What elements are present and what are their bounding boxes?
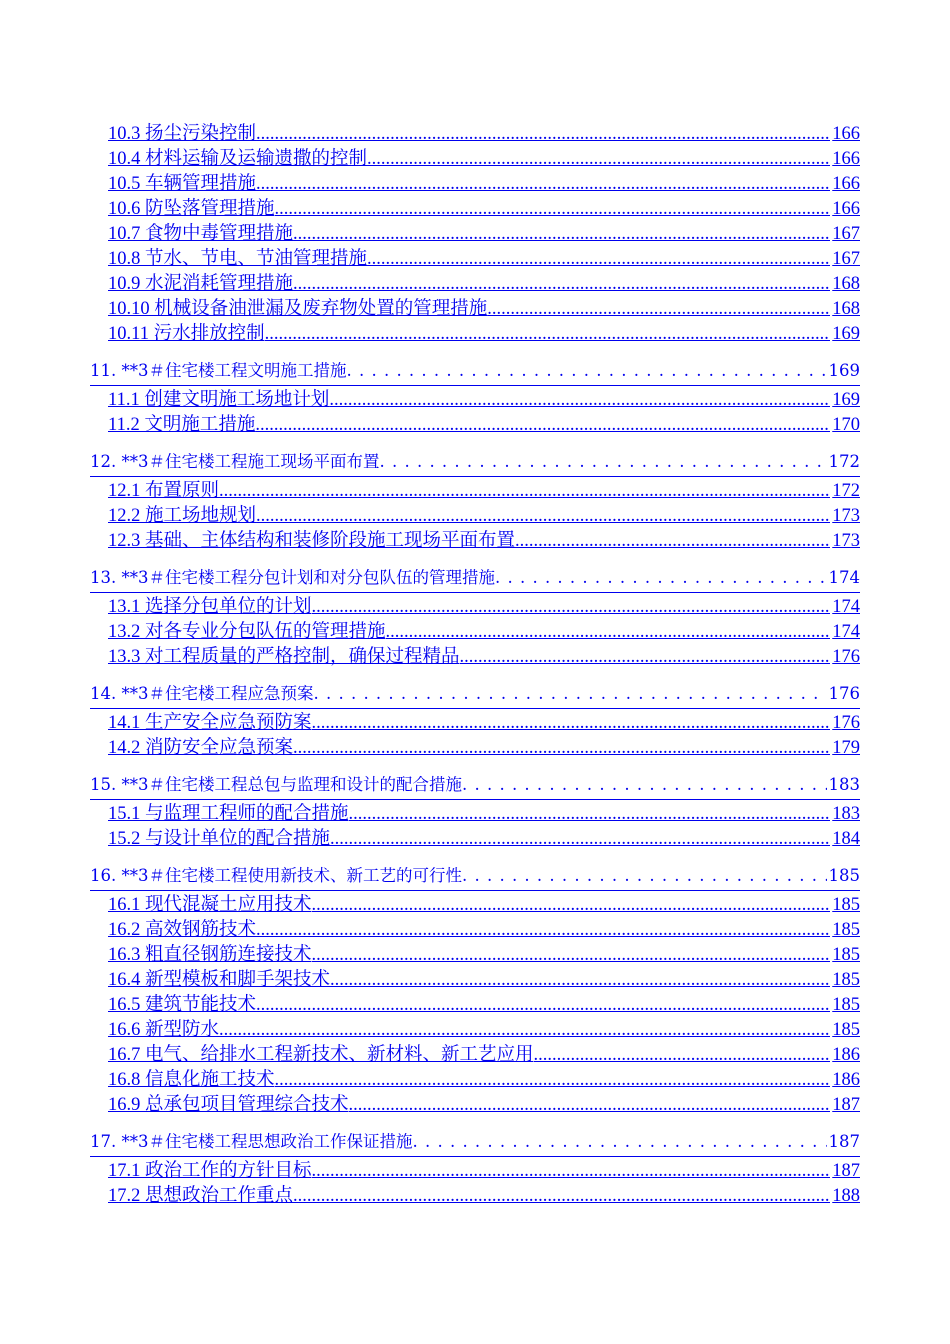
toc-dot-leader xyxy=(379,448,826,476)
toc-section-link[interactable] xyxy=(108,479,860,504)
toc-dot-leader xyxy=(367,147,830,172)
toc-page-number: 187 xyxy=(828,1132,860,1151)
toc-page-number: 174 xyxy=(828,568,860,587)
toc-section-link[interactable] xyxy=(108,388,860,413)
toc-dot-leader xyxy=(256,172,830,197)
toc-entry-title: 10.6 防坠落管理措施 xyxy=(108,199,275,219)
toc-section-link[interactable] xyxy=(108,711,860,736)
toc-page-number: 170 xyxy=(832,415,860,435)
toc-entry-title: 13.2 对各专业分包队伍的管理措施 xyxy=(108,622,386,642)
toc-dot-leader xyxy=(460,645,831,670)
toc-section-link[interactable] xyxy=(108,736,860,761)
toc-section-link[interactable] xyxy=(108,1159,860,1184)
toc-page-number: 167 xyxy=(832,249,860,269)
toc-entry-title: 12.1 布置原则 xyxy=(108,481,220,501)
toc-dot-leader xyxy=(329,388,830,413)
toc-section-link[interactable] xyxy=(108,827,860,852)
toc-entry-title: 14.1 生产安全应急预防案 xyxy=(108,713,312,733)
toc-chapter-link[interactable] xyxy=(90,554,860,593)
toc-chapter-link[interactable] xyxy=(90,761,860,800)
toc-dot-leader xyxy=(312,943,831,968)
toc-section-link[interactable] xyxy=(108,943,860,968)
toc-section-link[interactable] xyxy=(108,918,860,943)
toc-page-number: 166 xyxy=(832,174,860,194)
toc-page-number: 186 xyxy=(832,1070,860,1090)
toc-entry-title: 12. **3＃住宅楼工程施工现场平面布置 xyxy=(90,452,380,471)
toc-dot-leader xyxy=(534,1043,831,1068)
toc-dot-leader xyxy=(293,272,830,297)
toc-entry-title: 13.1 选择分包单位的计划 xyxy=(108,597,312,617)
toc-entry-title: 16.3 粗直径钢筋连接技术 xyxy=(108,945,312,965)
toc-page-number: 176 xyxy=(832,713,860,733)
toc-entry-title: 16.2 高效钢筋技术 xyxy=(108,920,257,940)
toc-section-link[interactable] xyxy=(108,322,860,347)
toc-entry-title: 10.7 食物中毒管理措施 xyxy=(108,224,294,244)
toc-page-number: 185 xyxy=(832,895,860,915)
toc-page-number: 166 xyxy=(832,149,860,169)
toc-dot-leader xyxy=(219,479,830,504)
toc-entry-title: 15.2 与设计单位的配合措施 xyxy=(108,829,331,849)
toc-dot-leader xyxy=(293,222,830,247)
toc-dot-leader xyxy=(313,680,826,708)
toc-entry-title: 10.4 材料运输及运输遗撒的控制 xyxy=(108,149,368,169)
toc-dot-leader xyxy=(255,413,830,438)
toc-page-number: 168 xyxy=(832,299,860,319)
toc-entry-title: 16.9 总承包项目管理综合技术 xyxy=(108,1095,349,1115)
toc-dot-leader xyxy=(275,1068,831,1093)
toc-dot-leader xyxy=(462,862,827,890)
toc-entry-title: 12.2 施工场地规划 xyxy=(108,506,257,526)
toc-page-number: 188 xyxy=(832,1186,860,1206)
toc-entry-title: 16.4 新型模板和脚手架技术 xyxy=(108,970,331,990)
toc-dot-leader xyxy=(330,968,830,993)
toc-chapter-link[interactable] xyxy=(90,852,860,891)
toc-section-link[interactable] xyxy=(108,893,860,918)
toc-page-number: 174 xyxy=(832,597,860,617)
toc-page-number: 172 xyxy=(832,481,860,501)
table-of-contents xyxy=(90,122,860,1209)
toc-section-link[interactable] xyxy=(108,172,860,197)
toc-page-number: 179 xyxy=(832,738,860,758)
toc-entry-title: 16.7 电气、给排水工程新技术、新材料、新工艺应用 xyxy=(108,1045,534,1065)
toc-entry-title: 13. **3＃住宅楼工程分包计划和对分包队伍的管理措施 xyxy=(90,568,495,587)
toc-entry-title: 17.2 思想政治工作重点 xyxy=(108,1186,294,1206)
toc-section-link[interactable] xyxy=(108,802,860,827)
toc-dot-leader xyxy=(256,504,830,529)
toc-dot-leader xyxy=(462,771,827,799)
toc-dot-leader xyxy=(346,357,826,385)
toc-page-number: 187 xyxy=(832,1095,860,1115)
toc-section-link[interactable] xyxy=(108,620,860,645)
toc-dot-leader xyxy=(265,322,831,347)
toc-entry-title: 15. **3＃住宅楼工程总包与监理和设计的配合措施 xyxy=(90,775,462,794)
toc-section-link[interactable] xyxy=(108,993,860,1018)
toc-page-number: 185 xyxy=(828,866,860,885)
toc-chapter-link[interactable] xyxy=(90,438,860,477)
toc-page-number: 173 xyxy=(832,531,860,551)
toc-entry-title: 16. **3＃住宅楼工程使用新技术、新工艺的可行性 xyxy=(90,866,462,885)
toc-entry-title: 10.5 车辆管理措施 xyxy=(108,174,257,194)
toc-section-link[interactable] xyxy=(108,1093,860,1118)
toc-dot-leader xyxy=(312,711,831,736)
toc-page-number: 183 xyxy=(828,775,860,794)
toc-entry-title: 10.3 扬尘污染控制 xyxy=(108,124,257,144)
toc-chapter-link[interactable] xyxy=(90,1118,860,1157)
toc-entry-title: 17.1 政治工作的方针目标 xyxy=(108,1161,312,1181)
toc-dot-leader xyxy=(293,1184,830,1209)
toc-dot-leader xyxy=(386,620,831,645)
toc-dot-leader xyxy=(256,122,830,147)
toc-page-number: 186 xyxy=(832,1045,860,1065)
toc-page-number: 168 xyxy=(832,274,860,294)
toc-section-link[interactable] xyxy=(108,222,860,247)
toc-entry-title: 11.1 创建文明施工场地计划 xyxy=(108,390,330,410)
toc-section-link[interactable] xyxy=(108,297,860,322)
toc-page-number: 185 xyxy=(832,1020,860,1040)
toc-entry-title: 10.11 污水排放控制 xyxy=(108,324,265,344)
toc-dot-leader xyxy=(412,1128,826,1156)
toc-section-link[interactable] xyxy=(108,272,860,297)
toc-dot-leader xyxy=(349,1093,831,1118)
toc-entry-title: 10.9 水泥消耗管理措施 xyxy=(108,274,294,294)
toc-section-link[interactable] xyxy=(108,1043,860,1068)
toc-dot-leader xyxy=(312,595,831,620)
toc-dot-leader xyxy=(219,1018,830,1043)
toc-page-number: 167 xyxy=(832,224,860,244)
toc-page-number: 176 xyxy=(832,647,860,667)
toc-page-number: 187 xyxy=(832,1161,860,1181)
toc-entry-title: 14.2 消防安全应急预案 xyxy=(108,738,294,758)
toc-entry-title: 13.3 对工程质量的严格控制，确保过程精品 xyxy=(108,647,460,667)
toc-entry-title: 11.2 文明施工措施 xyxy=(108,415,256,435)
toc-page-number: 185 xyxy=(832,945,860,965)
toc-entry-title: 12.3 基础、主体结构和装修阶段施工现场平面布置 xyxy=(108,531,516,551)
toc-dot-leader xyxy=(367,247,830,272)
toc-dot-leader xyxy=(293,736,830,761)
toc-dot-leader xyxy=(256,918,830,943)
toc-page-number: 185 xyxy=(832,995,860,1015)
toc-section-link[interactable] xyxy=(108,147,860,172)
toc-section-link[interactable] xyxy=(108,595,860,620)
toc-entry-title: 16.1 现代混凝土应用技术 xyxy=(108,895,312,915)
toc-section-link[interactable] xyxy=(108,1018,860,1043)
toc-entry-title: 16.6 新型防水 xyxy=(108,1020,220,1040)
toc-dot-leader xyxy=(256,993,830,1018)
toc-page-number: 185 xyxy=(832,970,860,990)
toc-page-number: 166 xyxy=(832,199,860,219)
toc-section-link[interactable] xyxy=(108,413,860,438)
toc-dot-leader xyxy=(515,529,830,554)
toc-page-number: 176 xyxy=(828,684,860,703)
toc-entry-title: 10.10 机械设备油泄漏及废弃物处置的管理措施 xyxy=(108,299,488,319)
toc-section-link[interactable] xyxy=(108,1184,860,1209)
toc-section-link[interactable] xyxy=(108,1068,860,1093)
toc-page-number: 169 xyxy=(832,390,860,410)
toc-chapter-link[interactable] xyxy=(90,670,860,709)
toc-dot-leader xyxy=(312,1159,831,1184)
toc-dot-leader xyxy=(275,197,831,222)
toc-page-number: 183 xyxy=(832,804,860,824)
toc-page-number: 166 xyxy=(832,124,860,144)
toc-dot-leader xyxy=(330,827,830,852)
toc-section-link[interactable] xyxy=(108,247,860,272)
toc-page-number: 169 xyxy=(828,361,860,380)
toc-section-link[interactable] xyxy=(108,968,860,993)
toc-entry-title: 11. **3＃住宅楼工程文明施工措施 xyxy=(90,361,347,380)
toc-dot-leader xyxy=(349,802,831,827)
toc-page-number: 169 xyxy=(832,324,860,344)
toc-page-number: 174 xyxy=(832,622,860,642)
toc-entry-title: 16.8 信息化施工技术 xyxy=(108,1070,275,1090)
toc-entry-title: 15.1 与监理工程师的配合措施 xyxy=(108,804,349,824)
toc-section-link[interactable] xyxy=(108,197,860,222)
toc-section-link[interactable] xyxy=(108,529,860,554)
toc-page-number: 173 xyxy=(832,506,860,526)
toc-entry-title: 17. **3＃住宅楼工程思想政治工作保证措施 xyxy=(90,1132,413,1151)
toc-section-link[interactable] xyxy=(108,504,860,529)
toc-dot-leader xyxy=(487,297,830,322)
toc-section-link[interactable] xyxy=(108,122,860,147)
toc-chapter-link[interactable] xyxy=(90,347,860,386)
toc-page-number: 184 xyxy=(832,829,860,849)
toc-section-link[interactable] xyxy=(108,645,860,670)
toc-dot-leader xyxy=(495,564,827,592)
toc-page-number: 185 xyxy=(832,920,860,940)
toc-page-number: 172 xyxy=(828,452,860,471)
toc-entry-title: 16.5 建筑节能技术 xyxy=(108,995,257,1015)
toc-entry-title: 14. **3＃住宅楼工程应急预案 xyxy=(90,684,314,703)
toc-entry-title: 10.8 节水、节电、节油管理措施 xyxy=(108,249,368,269)
toc-dot-leader xyxy=(312,893,831,918)
